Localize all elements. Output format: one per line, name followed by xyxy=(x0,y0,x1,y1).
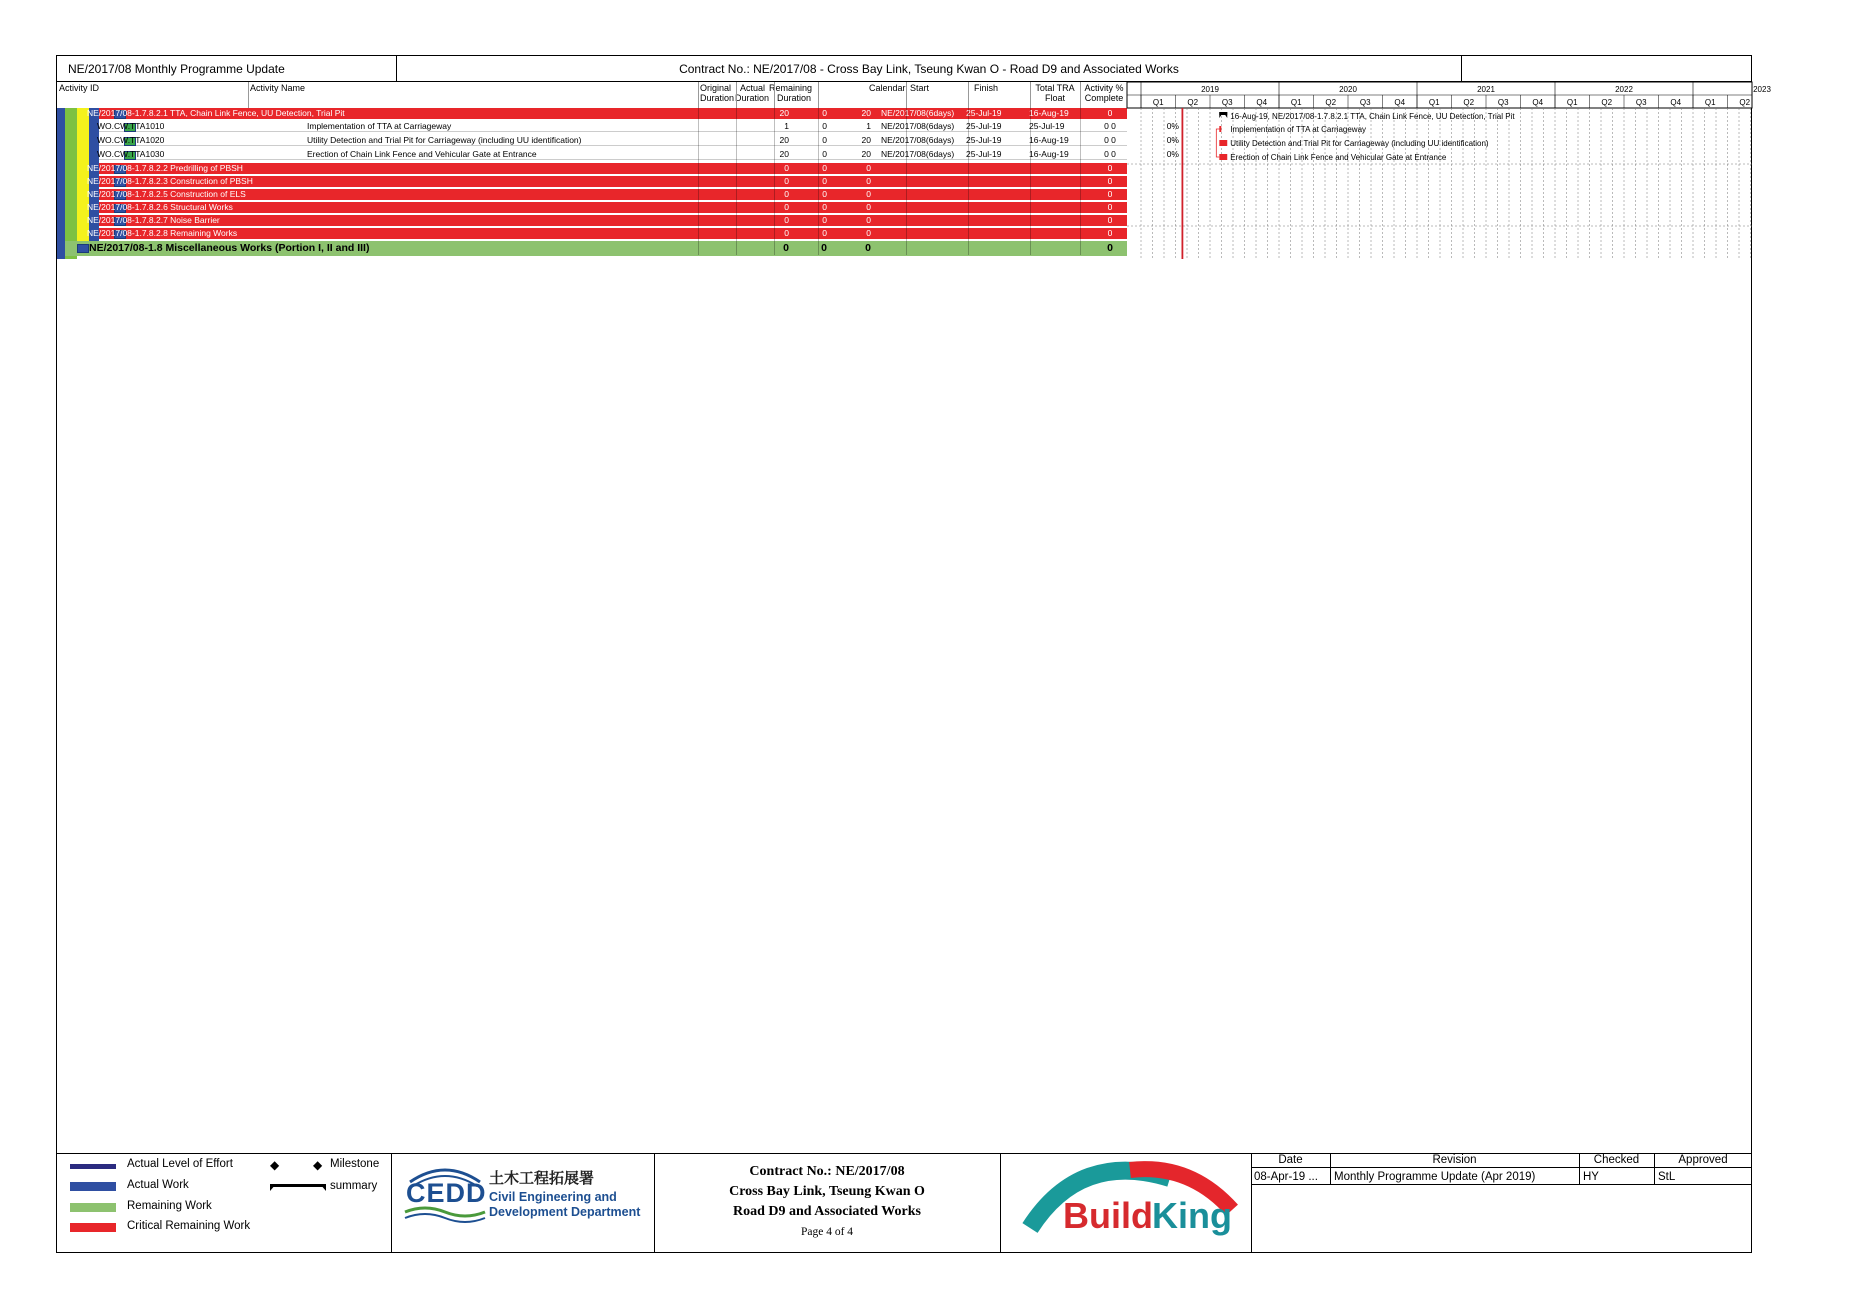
cell-actual: 0 xyxy=(822,228,827,238)
cell-remaining: 0 xyxy=(866,202,871,212)
wbs-row[interactable] xyxy=(87,176,1127,187)
wbs-strip-1 xyxy=(57,108,65,259)
table-row[interactable] xyxy=(97,121,1179,132)
cell-remaining: 0 xyxy=(865,242,871,254)
bar-label: Implementation of TTA at Carriageway xyxy=(1230,125,1367,134)
bar-label: 16-Aug-19, NE/2017/08-1.7.8.2.1 TTA, Chain Link Fence, UU Detection, Trial Pit xyxy=(1230,112,1515,121)
wbs-row[interactable] xyxy=(87,108,1127,119)
table-row[interactable] xyxy=(97,135,1179,146)
cell-remaining: 0 xyxy=(866,215,871,225)
table-row[interactable] xyxy=(97,149,1179,160)
cell-remaining: 0 xyxy=(866,163,871,173)
cell-orig: 0 xyxy=(783,242,789,254)
cell-remaining: 0 xyxy=(866,176,871,186)
cell-float: 0 xyxy=(1107,215,1113,225)
activity-bar xyxy=(1219,140,1227,146)
milestone-icon: ◆ xyxy=(270,1158,280,1172)
cell-actual: 0 xyxy=(822,149,827,159)
year-label: 2022 xyxy=(1615,85,1633,94)
cell-float: 0 0 xyxy=(1104,135,1116,145)
cell-remaining: 0 xyxy=(866,228,871,238)
cell-id: WO.CW.TTA1030 xyxy=(97,149,165,159)
quarter-label: Q3 xyxy=(1497,98,1509,107)
cell-start: 25-Jul-19 xyxy=(966,108,1002,118)
bar-label: Utility Detection and Trial Pit for Carriageway (including UU identification) xyxy=(1230,139,1489,148)
quarter-label: Q3 xyxy=(1221,98,1233,107)
cell-finish: 16-Aug-19 xyxy=(1029,135,1069,145)
cell-float: 0 xyxy=(1107,202,1113,212)
cell-float: 0 xyxy=(1107,163,1113,173)
legend-swatch-critical xyxy=(70,1223,116,1232)
cell-actual: 0 xyxy=(822,121,827,131)
cell-start: 25-Jul-19 xyxy=(966,149,1002,159)
cell-calendar: NE/2017/08(6days) xyxy=(881,135,955,145)
col-total-float[interactable]: Total TRA Float xyxy=(1035,83,1075,103)
contract-line2: Cross Bay Link, Tseung Kwan O xyxy=(729,1184,925,1199)
cell-orig: 20 xyxy=(779,149,789,159)
legend-loe: Actual Level of Effort xyxy=(127,1158,233,1170)
cell-start: 25-Jul-19 xyxy=(966,121,1002,131)
gantt-timeline xyxy=(1127,82,1771,259)
cedd-line2: Development Department xyxy=(489,1205,641,1219)
cell-pct: 0% xyxy=(1166,149,1179,159)
cell-id: NE/2017/08-1.7.8.2.5 Construction of ELS xyxy=(87,189,246,199)
cell-id: NE/2017/08-1.7.8.2.8 Remaining Works xyxy=(87,228,238,238)
cell-orig: 20 xyxy=(779,108,789,118)
legend-milestone: Milestone xyxy=(330,1158,380,1170)
year-label: 2020 xyxy=(1339,85,1357,94)
cell-actual: 0 xyxy=(822,215,827,225)
year-label: 2019 xyxy=(1201,85,1219,94)
cell-actual: 0 xyxy=(822,135,827,145)
cell-actual: 0 xyxy=(822,202,827,212)
contract-box xyxy=(654,1162,1000,1242)
quarter-label: Q2 xyxy=(1187,98,1199,107)
rev-header-checked: Checked xyxy=(1593,1154,1640,1166)
cell-calendar: NE/2017/08(6days) xyxy=(881,108,955,118)
wbs-node-icon[interactable] xyxy=(77,244,89,253)
quarter-label: Q1 xyxy=(1704,98,1716,107)
rev-revision: Monthly Programme Update (Apr 2019) xyxy=(1334,1171,1536,1183)
cell-actual: 0 xyxy=(821,242,827,254)
cell-pct: 0% xyxy=(1166,121,1179,131)
wbs-row[interactable] xyxy=(87,228,1127,239)
cell-id: NE/2017/08-1.7.8.2.6 Structural Works xyxy=(87,202,233,212)
quarter-label: Q1 xyxy=(1152,98,1164,107)
contract-line1: Contract No.: NE/2017/08 xyxy=(749,1164,905,1179)
cell-float: 0 0 xyxy=(1104,149,1116,159)
cell-actual: 0 xyxy=(822,108,827,118)
cell-remaining: 20 xyxy=(861,108,871,118)
header-contract-title: Contract No.: NE/2017/08 - Cross Bay Link, Tseung Kwan O - Road D9 and Associated Works xyxy=(396,55,1462,81)
legend-critical-remaining: Critical Remaining Work xyxy=(127,1220,251,1232)
col-activity-id[interactable]: Activity ID xyxy=(59,83,100,93)
cell-float: 0 xyxy=(1107,228,1113,238)
page-number: Page 4 of 4 xyxy=(800,1226,854,1238)
quarter-label: Q1 xyxy=(1428,98,1440,107)
quarter-label: Q3 xyxy=(1359,98,1371,107)
cell-orig: 20 xyxy=(779,135,789,145)
activity-bar xyxy=(1219,154,1227,160)
cell-id: WO.CW.TTA1020 xyxy=(97,135,165,145)
cell-float: 0 0 xyxy=(1104,121,1116,131)
summary-bar-icon xyxy=(268,1182,328,1194)
quarter-label: Q4 xyxy=(1670,98,1682,107)
quarter-label: Q2 xyxy=(1601,98,1613,107)
col-finish[interactable]: Finish xyxy=(974,83,999,93)
cell-remaining: 20 xyxy=(861,149,871,159)
quarter-label: Q2 xyxy=(1463,98,1475,107)
cell-float: 0 xyxy=(1107,189,1113,199)
cell-remaining: 0 xyxy=(866,189,871,199)
cell-actual: 0 xyxy=(822,189,827,199)
col-original-duration[interactable]: Original Duration xyxy=(700,83,735,103)
cell-actual: 0 xyxy=(822,163,827,173)
gantt-chart xyxy=(1127,82,1771,259)
cell-id: NE/2017/08-1.7.8.2.2 Predrilling of PBSH xyxy=(87,163,243,173)
quarter-label: Q1 xyxy=(1566,98,1578,107)
cell-name: Utility Detection and Trial Pit for Carriageway (including UU identification) xyxy=(307,135,582,145)
wbs-row[interactable] xyxy=(87,202,1127,213)
cell-orig: 0 xyxy=(784,202,789,212)
col-pct-complete[interactable]: Activity % Complete xyxy=(1084,83,1124,103)
cedd-line1: Civil Engineering and xyxy=(489,1190,617,1204)
cedd-chinese: 土木工程拓展署 xyxy=(489,1170,595,1187)
quarter-label: Q4 xyxy=(1394,98,1406,107)
cell-id: NE/2017/08-1.7.8.2.1 TTA, Chain Link Fence, UU Detection, Trial Pit xyxy=(87,108,345,118)
header-bar xyxy=(56,55,1752,82)
cell-pct: 0% xyxy=(1166,135,1179,145)
wbs-row[interactable] xyxy=(87,189,1127,200)
cell-calendar: NE/2017/08(6days) xyxy=(881,149,955,159)
contract-line3: Road D9 and Associated Works xyxy=(732,1204,921,1219)
quarter-label: Q3 xyxy=(1635,98,1647,107)
legend-actual-work: Actual Work xyxy=(127,1179,189,1191)
cell-id: WO.CW.TTA1010 xyxy=(97,121,165,131)
cell-id: NE/2017/08-1.8 Miscellaneous Works (Portion I, II and III) xyxy=(89,242,370,254)
cell-actual: 0 xyxy=(822,176,827,186)
rev-header-approved: Approved xyxy=(1678,1154,1728,1166)
cell-remaining: 1 xyxy=(866,121,871,131)
col-remaining-duration[interactable]: Remaining Duration xyxy=(769,83,813,103)
col-calendar[interactable]: Calendar xyxy=(869,83,906,93)
legend-swatch-loe xyxy=(70,1164,116,1169)
cell-orig: 1 xyxy=(784,121,789,131)
cell-orig: 0 xyxy=(784,228,789,238)
cell-remaining: 20 xyxy=(861,135,871,145)
year-label: 2021 xyxy=(1477,85,1495,94)
col-actual-duration[interactable]: Actual Duration xyxy=(735,83,770,103)
cell-finish: 25-Jul-19 xyxy=(1029,121,1065,131)
rev-header-date: Date xyxy=(1278,1154,1303,1166)
quarter-label: Q4 xyxy=(1532,98,1544,107)
cell-float: 0 xyxy=(1107,108,1113,118)
year-label: 2023 xyxy=(1753,85,1771,94)
rev-checked: HY xyxy=(1583,1171,1599,1183)
cell-orig: 0 xyxy=(784,176,789,186)
cell-calendar: NE/2017/08(6days) xyxy=(881,121,955,131)
buildking-build: Build xyxy=(1063,1195,1153,1236)
quarter-label: Q4 xyxy=(1256,98,1268,107)
cell-orig: 0 xyxy=(784,163,789,173)
quarter-label: Q2 xyxy=(1739,98,1751,107)
column-headers xyxy=(57,82,1127,109)
rev-date: 08-Apr-19 ... xyxy=(1254,1171,1318,1183)
quarter-label: Q1 xyxy=(1290,98,1302,107)
col-start[interactable]: Start xyxy=(910,83,930,93)
milestone-icon-2: ◆ xyxy=(313,1158,323,1172)
cell-id: NE/2017/08-1.7.8.2.3 Construction of PBSH xyxy=(87,176,253,186)
rev-approved: StL xyxy=(1658,1171,1676,1183)
wbs-row[interactable] xyxy=(87,163,1127,174)
legend-swatch-remaining xyxy=(70,1203,116,1212)
cell-name: Erection of Chain Link Fence and Vehicular Gate at Entrance xyxy=(307,149,537,159)
rev-header-revision: Revision xyxy=(1432,1154,1477,1166)
cell-float: 0 xyxy=(1107,242,1113,254)
col-activity-name[interactable]: Activity Name xyxy=(250,83,306,93)
header-left-title: NE/2017/08 Monthly Programme Update xyxy=(68,62,285,76)
cell-id: NE/2017/08-1.7.8.2.7 Noise Barrier xyxy=(87,215,220,225)
cell-orig: 0 xyxy=(784,215,789,225)
cell-finish: 16-Aug-19 xyxy=(1029,149,1069,159)
legend-remaining-work: Remaining Work xyxy=(127,1200,212,1212)
buildking-king: King xyxy=(1152,1195,1232,1236)
cell-float: 0 xyxy=(1107,176,1113,186)
cell-name: Implementation of TTA at Carriageway xyxy=(307,121,452,131)
quarter-label: Q2 xyxy=(1325,98,1337,107)
wbs-row[interactable] xyxy=(87,215,1127,226)
legend-summary: summary xyxy=(330,1180,378,1192)
cell-finish: 16-Aug-19 xyxy=(1029,108,1069,118)
cell-orig: 0 xyxy=(784,189,789,199)
wbs-strip-2 xyxy=(65,108,77,259)
cedd-abbr: CEDD xyxy=(406,1178,487,1208)
legend-swatch-actual xyxy=(70,1182,116,1191)
bar-label: Erection of Chain Link Fence and Vehicular Gate at Entrance xyxy=(1230,153,1447,162)
cell-start: 25-Jul-19 xyxy=(966,135,1002,145)
